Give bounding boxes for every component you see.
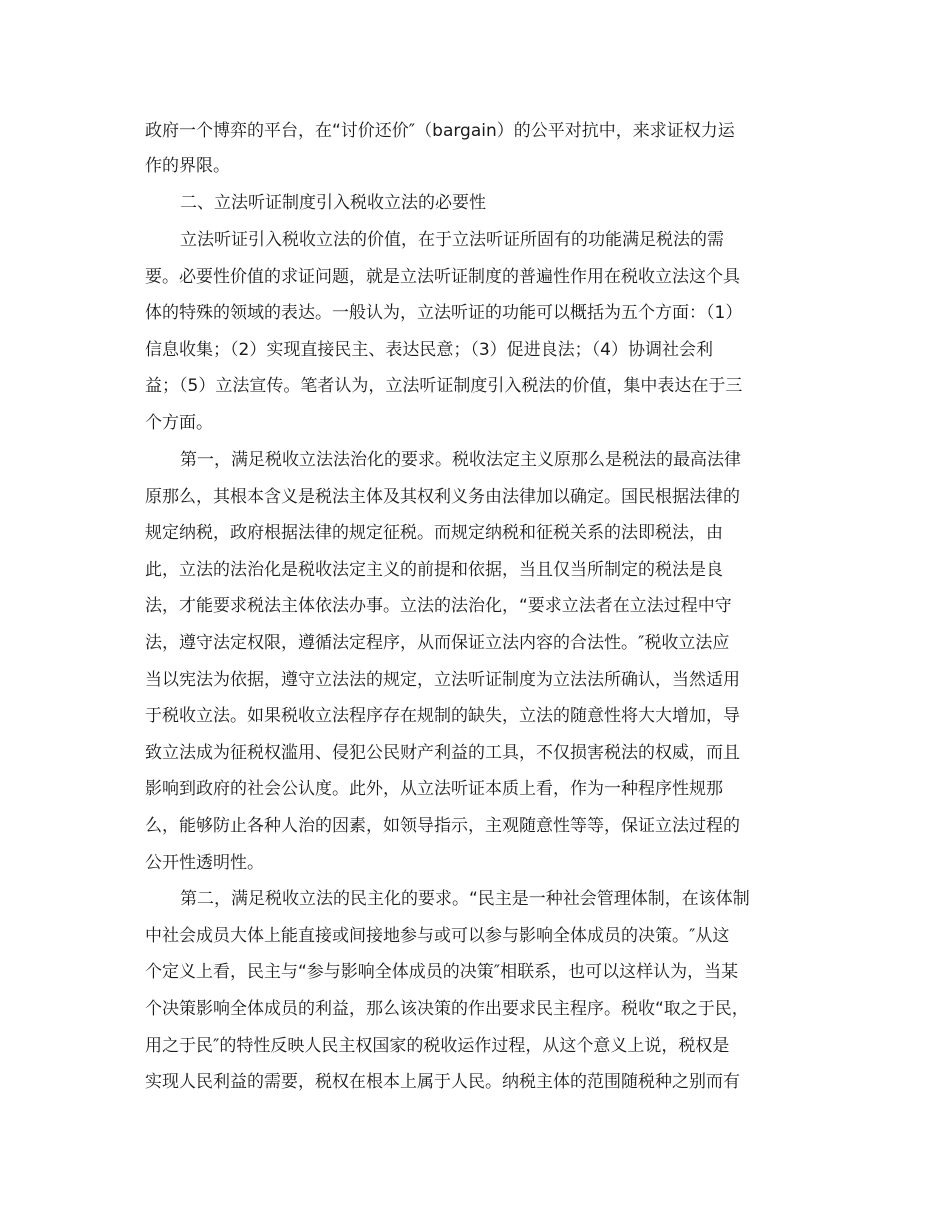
text-line: 体的特殊的领域的表达。一般认为，立法听证的功能可以概括为五个方面：（1） — [145, 303, 743, 323]
text-line: 个方面。 — [145, 413, 213, 433]
text-line: 此，立法的法治化是税收法定主义的前提和依据，当且仅当所制定的税法是良 — [145, 560, 723, 580]
text-line: 规定纳税，政府根据法律的规定征税。而规定纳税和征税关系的法即税法，由 — [145, 523, 723, 543]
text-line: 个决策影响全体成员的利益，那么该决策的作出要求民主程序。税收“取之于民， — [145, 999, 749, 1019]
text-line: 政府一个博弈的平台，在“讨价还价″（bargain）的公平对抗中，来求证权力运 — [145, 121, 735, 141]
text-line: 么，能够防止各种人治的因素，如领导指示，主观随意性等等，保证立法过程的 — [145, 816, 740, 836]
text-line: 公开性透明性。 — [145, 853, 264, 873]
text-line: 致立法成为征税权滥用、侵犯公民财产利益的工具，不仅损害税法的权威，而且 — [145, 743, 740, 763]
text-line: 法，遵守法定权限，遵循法定程序，从而保证立法内容的合法性。″税收立法应 — [145, 633, 730, 653]
section-heading: 二、立法听证制度引入税收立法的必要性 — [180, 193, 486, 213]
paragraph-first-line: 第二，满足税收立法的民主化的要求。“民主是一种社会管理体制，在该体制 — [180, 889, 750, 909]
text-line: 个定义上看，民主与“参与影响全体成员的决策″相联系，也可以这样认为，当某 — [145, 962, 739, 982]
text-line: 信息收集；（2）实现直接民主、表达民意；（3）促进良法；（4）协调社会利 — [145, 340, 713, 360]
text-line: 原那么，其根本含义是税法主体及其权利义务由法律加以确定。国民根据法律的 — [145, 487, 740, 507]
text-line: 实现人民利益的需要，税权在根本上属于人民。纳税主体的范围随税种之别而有 — [145, 1072, 740, 1092]
text-line: 当以宪法为依据，遵守立法法的规定，立法听证制度为立法法所确认，当然适用 — [145, 670, 740, 690]
text-line: 法，才能要求税法主体依法办事。立法的法治化，“要求立法者在立法过程中守 — [145, 596, 732, 616]
text-line: 中社会成员大体上能直接或间接地参与或可以参与影响全体成员的决策。″从这 — [145, 926, 730, 946]
text-line: 影响到政府的社会公认度。此外，从立法听证本质上看，作为一种程序性规那 — [145, 779, 723, 799]
text-line: 于税收立法。如果税收立法程序存在规制的缺失，立法的随意性将大大增加，导 — [145, 706, 740, 726]
text-line: 用之于民″的特性反映人民主权国家的税收运作过程，从这个意义上说，税权是 — [145, 1036, 730, 1056]
text-line: 益；（5）立法宣传。笔者认为，立法听证制度引入税法的价值，集中表达在于三 — [145, 376, 743, 396]
paragraph-first-line: 立法听证引入税收立法的价值，在于立法听证所固有的功能满足税法的需 — [180, 230, 724, 250]
text-line: 作的界限。 — [145, 156, 230, 176]
paragraph-first-line: 第一，满足税收立法法治化的要求。税收法定主义原那么是税法的最高法律 — [180, 450, 741, 470]
text-line: 要。必要性价值的求证问题，就是立法听证制度的普遍性作用在税收立法这个具 — [145, 267, 740, 287]
